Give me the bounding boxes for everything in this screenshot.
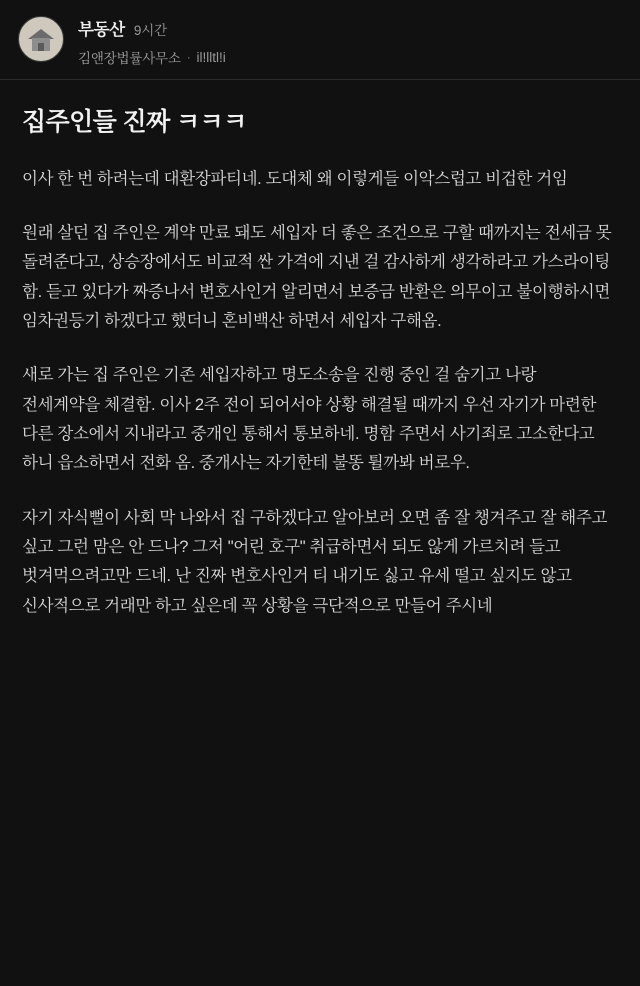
- post-header: [0, 0, 640, 79]
- separator-dot: ·: [186, 50, 191, 64]
- post-paragraph: 새로 가는 집 주인은 기존 세입자하고 명도소송을 진행 중인 걸 숨기고 나랑 전세계약을 체결함. 이사 2주 전이 되어서야 상황 해결될 때까지 우선 자기가 마련한 다른 장소에서 지내라고 중개인 통해서 통보하네. 명함 주면서 사기죄로 고소한다고 하니 읍소하면서 전화 옴. 중개사는 자기한테 불똥 튈까봐 버로우.: [22, 366, 597, 473]
- post-paragraph: 원래 살던 집 주인은 계약 만료 돼도 세입자 더 좋은 조건으로 구할 때까지는 전세금 못 돌려준다고, 상승장에서도 비교적 싼 가격에 지낸 걸 감사하게 생각하라고 가스라이팅 함. 듣고 있다가 짜증나서 변호사인거 알리면서 보증금 반환은 의무이고 불이행하시면 임차권등기 하겠다고 했더니 혼비백산 하면서 세입자 구해옴.: [22, 223, 612, 330]
- header-text: [78, 14, 226, 67]
- post-time: 9시간: [133, 23, 167, 38]
- meta-extra-text: il!lltl!i: [196, 49, 226, 65]
- author-name[interactable]: 부동산: [78, 21, 125, 39]
- house-icon: [28, 29, 54, 51]
- header-secondary-line: [78, 47, 226, 67]
- page-title: 집주인들 진짜 ㅋㅋㅋ: [22, 108, 247, 136]
- avatar[interactable]: [18, 16, 64, 62]
- header-primary-line: [78, 16, 226, 40]
- post-paragraph: 자기 자식뻘이 사회 막 나와서 집 구하겠다고 알아보러 오면 좀 잘 챙겨주고 잘 해주고 싶고 그런 맘은 안 드나? 그저 "어린 호구" 취급하면서 되도 않게 가르치려 들고 벗겨먹으려고만 드네. 난 진짜 변호사인거 티 내기도 싫고 유세 떨고 싶지도 않고 신사적으로 거래만 하고 싶은데 꼭 상황을 극단적으로 만들어 주시네: [22, 508, 608, 615]
- organization-name: 김앤장법률사무소: [78, 51, 181, 66]
- post-body: [0, 80, 640, 641]
- post-paragraph: 이사 한 번 하려는데 대환장파티네. 도대체 왜 이렇게들 이악스럽고 비겁한 거임: [22, 169, 568, 188]
